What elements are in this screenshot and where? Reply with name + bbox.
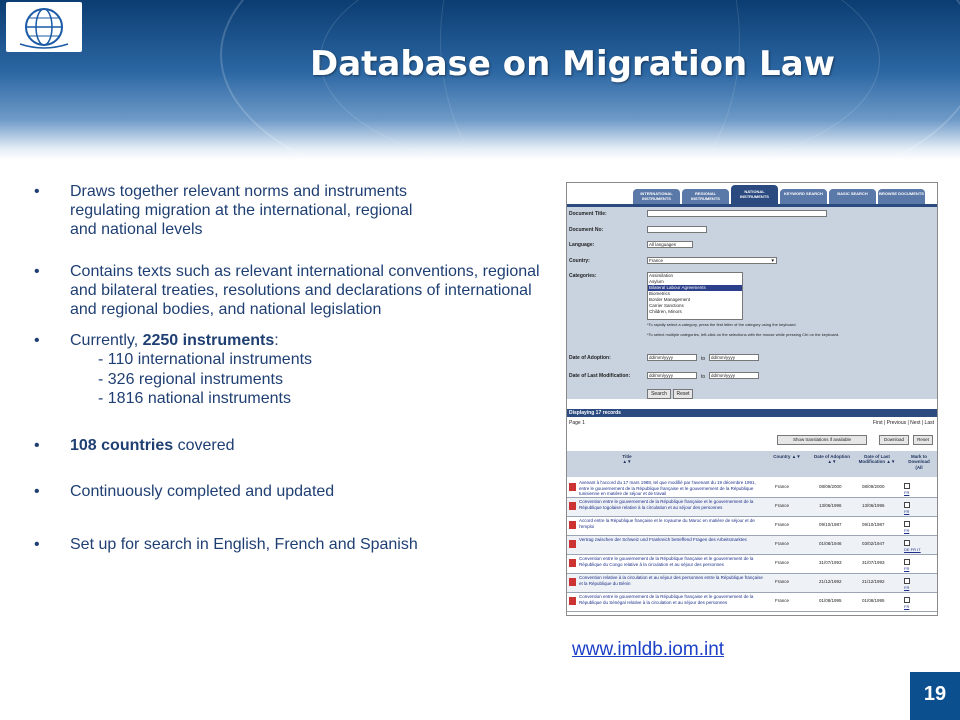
category-option[interactable]: Carrier Sanctions [649, 303, 684, 308]
pdf-icon[interactable] [569, 502, 576, 510]
search-button[interactable]: Search [647, 389, 671, 399]
bullet-text: covered [173, 436, 235, 454]
table-row [567, 498, 937, 517]
doc-title-label: Document Title: [569, 211, 607, 217]
column-download [901, 454, 937, 470]
results-reset-button[interactable]: Reset [913, 435, 933, 445]
categories-label: Categories: [569, 273, 597, 279]
adoption-label: Date of Adoption: [569, 355, 611, 361]
sort-icon[interactable]: ▲▼ [886, 459, 896, 465]
row-title[interactable]: Accord entre la République française et le royaume du Maroc en matière de séjour et de l'emploi [579, 518, 755, 529]
column-label: Mark to Download [908, 454, 930, 465]
language-link[interactable]: FR [904, 490, 910, 495]
tab-regional[interactable]: REGIONAL INSTRUMENTS [682, 189, 729, 204]
country-select[interactable] [647, 257, 777, 264]
table-row [567, 574, 937, 593]
row-country: France [775, 598, 790, 603]
column-modification[interactable] [854, 454, 900, 465]
results-rows [567, 479, 937, 612]
download-checkbox[interactable] [904, 578, 910, 584]
row-modified: 13/06/1996 [862, 503, 885, 508]
modification-to-input[interactable] [709, 372, 759, 379]
adoption-from-input[interactable] [647, 354, 697, 361]
row-modified: 08/09/2000 [862, 484, 885, 489]
sub-item: - 1816 national instruments [98, 389, 291, 407]
pdf-icon[interactable] [569, 483, 576, 491]
language-link[interactable]: FR [904, 604, 910, 609]
categories-listbox[interactable] [647, 272, 743, 320]
website-link[interactable]: www.imldb.iom.int [572, 639, 725, 660]
download-checkbox[interactable] [904, 483, 910, 489]
column-label: Title [622, 454, 632, 459]
category-option[interactable]: Assimilation [649, 273, 674, 278]
bullet-text: Draws together relevant norms and instruments [70, 183, 408, 200]
bullet-text: : [274, 332, 279, 350]
tab-browse[interactable]: BROWSE DOCUMENTS [878, 189, 925, 204]
category-option-selected[interactable]: Bilateral Labour Agreements [648, 285, 742, 291]
sort-icon[interactable]: ▲▼ [827, 459, 837, 465]
pdf-icon[interactable] [569, 540, 576, 548]
row-modified: 09/10/1987 [862, 522, 885, 527]
tab-bar [567, 183, 937, 204]
sub-item: - 326 regional instruments [98, 370, 283, 388]
tab-national[interactable]: NATIONAL INSTRUMENTS [731, 185, 778, 204]
row-title[interactable]: Convention entre le gouvernement de la République française et le gouvernement de la République du Congo relative à la circulation et au séjour des personnes [579, 556, 754, 567]
sort-icon[interactable]: ▲▼ [622, 459, 632, 465]
table-row [567, 593, 937, 612]
doc-no-label: Document No: [569, 227, 604, 233]
adoption-to-input[interactable] [709, 354, 759, 361]
download-checkbox[interactable] [904, 559, 910, 565]
language-link[interactable]: FR [904, 509, 910, 514]
bullet-text: Currently, [70, 332, 143, 350]
download-checkbox[interactable] [904, 521, 910, 527]
category-option[interactable]: Biometrics [649, 291, 671, 296]
download-checkbox[interactable] [904, 540, 910, 546]
bullet-text: Contains texts such as relevant international conventions, regional and bilateral treaties, resolutions and declarations of international and regional bodies, and national legislation [70, 262, 540, 318]
bullet-bold: 2250 instruments [142, 332, 275, 350]
slide-title: Database on Migration Law [310, 44, 836, 84]
iom-logo-icon [6, 2, 82, 52]
column-adoption[interactable] [812, 454, 852, 465]
sub-item: - 110 international instruments [98, 351, 313, 369]
pdf-icon[interactable] [569, 597, 576, 605]
row-title[interactable]: Convention relative à la circulation et au séjour des personnes entre la République française et la République du Bénin [579, 575, 763, 586]
row-modified: 03/02/1947 [862, 541, 885, 546]
bullet-text: and national levels [70, 221, 203, 239]
table-row [567, 517, 937, 536]
all-label[interactable]: (All [915, 464, 923, 470]
row-modified: 31/07/1993 [862, 560, 885, 565]
table-row [567, 555, 937, 574]
column-label: Date of Last Modification [858, 454, 890, 465]
to-label: to [701, 374, 706, 380]
column-label: Date of Adoption [813, 454, 851, 459]
bullet-updated [34, 482, 544, 501]
to-label: to [701, 356, 706, 362]
row-country: France [775, 579, 790, 584]
modification-from-input[interactable] [647, 372, 697, 379]
search-form [567, 207, 937, 399]
pdf-icon[interactable] [569, 559, 576, 567]
row-title[interactable]: Convention entre le gouvernement de la République française et le gouvernement de la République du Sénégal relative à la circulation et au séjour des personnes [579, 594, 754, 605]
table-row [567, 536, 937, 555]
download-checkbox[interactable] [904, 597, 910, 603]
database-screenshot [566, 182, 938, 616]
language-value: All languages [649, 242, 677, 247]
row-country: France [775, 484, 790, 489]
country-label: Country: [569, 258, 590, 264]
pdf-icon[interactable] [569, 521, 576, 529]
row-adopted: 01/08/1995 [819, 598, 842, 603]
category-option[interactable]: Children, Minors [649, 309, 682, 314]
download-checkbox[interactable] [904, 502, 910, 508]
language-label: Language: [569, 242, 595, 248]
row-adopted: 21/12/1992 [819, 579, 842, 584]
row-modified: 01/08/1995 [862, 598, 885, 603]
tab-international[interactable]: INTERNATIONAL INSTRUMENTS [633, 189, 680, 204]
doc-no-input[interactable] [647, 226, 707, 233]
column-title[interactable] [607, 454, 647, 465]
bullet-bold: 108 countries [70, 436, 174, 454]
doc-title-input[interactable] [647, 210, 827, 217]
row-title[interactable]: Convention entre le gouvernement de la République française et le gouvernement de la République togolaise relative à la circulation et au séjour des personnes [579, 499, 754, 510]
column-country[interactable] [767, 454, 807, 459]
page-number: 19 [910, 672, 960, 720]
category-option[interactable]: Border Management [649, 297, 691, 302]
categories-note: *To select multiple categories, left-click on the selections with the mouse while pressing Ctrl on the keyboard. [647, 332, 840, 337]
date-placeholder: dd/mm/yyyy [711, 355, 736, 360]
bullet-languages [34, 535, 544, 554]
row-country: France [775, 560, 790, 565]
categories-note: *To rapidly select a category, press the first letter of the category using the keyboard. [647, 322, 797, 327]
bullet-text: Set up for search in English, French and Spanish [70, 536, 418, 554]
page-label: Page 1 [569, 420, 585, 426]
pagination-bar [567, 419, 937, 427]
header-banner [0, 0, 960, 160]
bullet-contents [34, 262, 544, 320]
bullet-instruments [34, 331, 544, 408]
show-translations-button[interactable]: Show translations if available [777, 435, 867, 445]
row-country: France [775, 503, 790, 508]
bullet-countries [34, 436, 544, 455]
table-row [567, 479, 937, 498]
country-value: France [649, 258, 664, 263]
date-placeholder: dd/mm/yyyy [649, 373, 674, 378]
row-adopted: 01/08/1946 [819, 541, 842, 546]
pdf-icon[interactable] [569, 578, 576, 586]
chevron-down-icon: ▼ [770, 258, 775, 263]
row-country: France [775, 522, 790, 527]
date-placeholder: dd/mm/yyyy [649, 355, 674, 360]
language-link[interactable]: DE FR IT [904, 547, 921, 552]
iom-logo [6, 2, 82, 52]
sort-icon[interactable]: ▲▼ [791, 454, 801, 459]
row-title[interactable]: Avenant à l'accord du 17 mars 1988, tel que modifié par l'avenant du 19 décembre 1991, entre le gouvernement de la République française et le gouvernement de la République tunisienne en matière de séjour et de travail [579, 480, 756, 496]
category-option[interactable]: Asylum [649, 279, 664, 284]
results-table-header [567, 451, 937, 477]
language-select[interactable] [647, 241, 693, 248]
date-placeholder: dd/mm/yyyy [711, 373, 736, 378]
row-modified: 21/12/1992 [862, 579, 885, 584]
row-adopted: 13/06/1996 [819, 503, 842, 508]
language-link[interactable]: FR [904, 566, 910, 571]
modification-label: Date of Last Modification: [569, 373, 631, 379]
row-country: France [775, 541, 790, 546]
row-title[interactable]: Vertrag zwischen der Schweiz und Frankreich betreffend Fragen des Arbeitsmarktes [579, 537, 747, 542]
reset-button[interactable]: Reset [673, 389, 693, 399]
download-button[interactable]: Download [879, 435, 909, 445]
row-adopted: 09/10/1987 [819, 522, 842, 527]
language-link[interactable]: FR [904, 585, 910, 590]
language-link[interactable]: FR [904, 528, 910, 533]
tab-keyword-search[interactable]: KEYWORD SEARCH [780, 189, 827, 204]
bullet-text: regulating migration at the international, regional [70, 202, 413, 220]
row-adopted: 31/07/1993 [819, 560, 842, 565]
bullet-text: Continuously completed and updated [70, 483, 335, 501]
column-label: Country [773, 454, 791, 459]
tab-basic-search[interactable]: BASIC SEARCH [829, 189, 876, 204]
bullet-list [34, 182, 544, 554]
results-header: Displaying 17 records [567, 409, 937, 417]
row-adopted: 08/09/2000 [819, 484, 842, 489]
bullet-scope [34, 182, 544, 240]
pagination-links[interactable]: First | Previous | Next | Last [872, 420, 934, 426]
